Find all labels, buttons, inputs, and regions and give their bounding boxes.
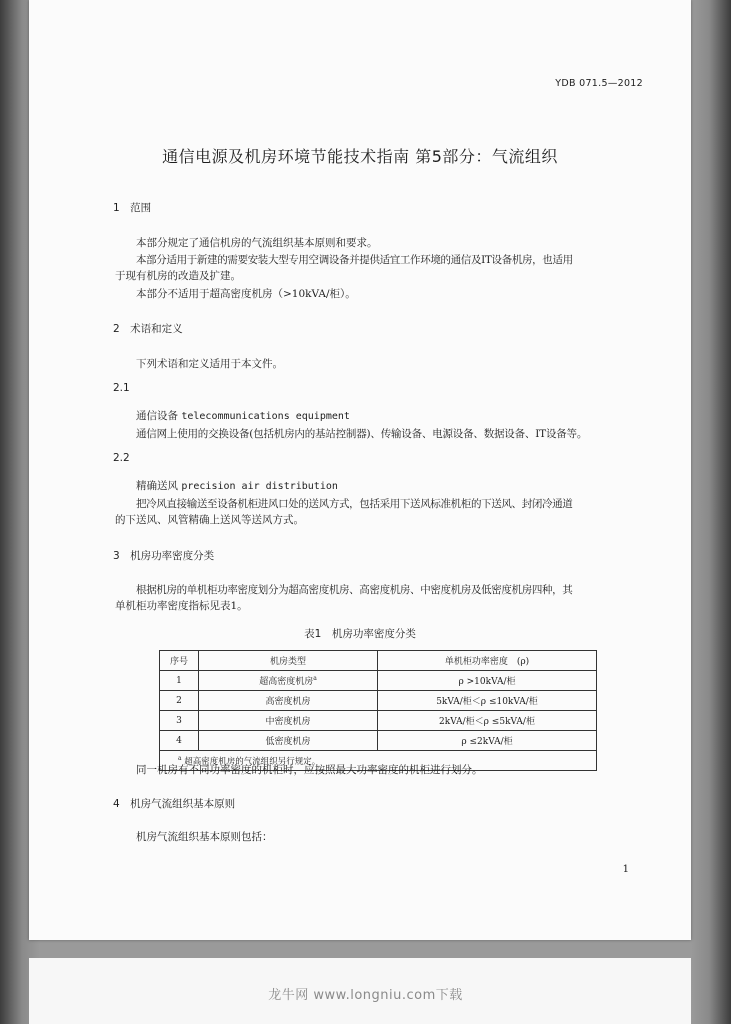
section-3-paragraph-line-1: 根据机房的单机柜功率密度划分为超高密度机房、高密度机房、中密度机房及低密度机房四种，其 [136,584,573,596]
section-1-paragraph-2-line-2: 于现有机房的改造及扩建。 [115,270,241,282]
note-mark: a [178,754,182,762]
density-cell: 5kVA/柜＜ρ ≤10kVA/柜 [378,691,597,711]
density-cell: 2kVA/柜＜ρ ≤5kVA/柜 [378,711,597,731]
section-1-heading: 1 范围 [113,202,152,214]
download-watermark: 龙牛网 www.longniu.com下载 [268,988,463,1003]
room-type-cell: 低密度机房 [199,731,378,751]
page-number: 1 [622,864,629,875]
room-type-cell: 中密度机房 [199,711,378,731]
column-header-number: 序号 [160,651,199,671]
term-2-2-english: precision air distribution [181,481,338,492]
section-2-paragraph-1: 下列术语和定义适用于本文件。 [136,358,283,370]
table-row [160,691,597,711]
row-number: 2 [160,691,199,711]
section-2-heading: 2 术语和定义 [113,323,183,335]
section-1-paragraph-3: 本部分不适用于超高密度机房（>10kVA/柜）。 [136,288,356,300]
table-1 [159,650,597,771]
term-2-1-definition: 通信网上使用的交换设备(包括机房内的基站控制器)、传输设备、电源设备、数据设备、IT设备等。 [136,428,588,440]
term-2-1 [136,408,350,423]
row-number: 1 [160,671,199,691]
clause-2-1-number: 2.1 [113,382,130,394]
column-header-density: 单机柜功率密度 (ρ) [378,651,597,671]
section-3-heading: 3 机房功率密度分类 [113,550,215,562]
standard-number: YDB 071.5—2012 [555,78,643,89]
row-number: 4 [160,731,199,751]
footnote-mark: a [313,675,317,682]
table-row [160,711,597,731]
term-2-2-definition-line-1: 把冷风直接输送至设备机柜进风口处的送风方式，包括采用下送风标准机柜的下送风、封闭冷通道 [136,498,573,510]
table-header-row [160,651,597,671]
room-type: 超高密度机房 [259,677,314,687]
term-2-2 [136,478,338,493]
section-4-heading: 4 机房气流组织基本原则 [113,798,236,810]
term-2-2-definition-line-2: 的下送风、风管精确上送风等送风方式。 [115,514,304,526]
table-row [160,671,597,691]
section-4-paragraph-1: 机房气流组织基本原则包括： [136,831,273,843]
room-type-cell [199,671,378,691]
clause-2-2-number: 2.2 [113,452,130,464]
row-number: 3 [160,711,199,731]
density-cell: ρ >10kVA/柜 [378,671,597,691]
document-title: 通信电源及机房环境节能技术指南 第5部分：气流组织 [162,147,558,166]
column-header-room-type: 机房类型 [199,651,378,671]
table-1-caption: 表1 机房功率密度分类 [304,628,416,640]
section-1-paragraph-1: 本部分规定了通信机房的气流组织基本原则和要求。 [136,237,378,249]
document-page [29,0,691,940]
term-2-2-chinese: 精确送风 [136,480,178,492]
term-2-1-chinese: 通信设备 [136,410,178,422]
section-3-paragraph-line-2: 单机柜功率密度指标见表1。 [115,600,248,612]
table-row [160,731,597,751]
note-text: 超高密度机房的气流组织另行规定。 [184,756,321,767]
section-3-after-table: 同一机房有不同功率密度的机柜时，应按照最大功率密度的机柜进行划分。 [136,764,483,776]
section-1-paragraph-2-line-1: 本部分适用于新建的需要安装大型专用空调设备并提供适宜工作环境的通信及IT设备机房，也适用 [136,254,573,266]
density-cell: ρ ≤2kVA/柜 [378,731,597,751]
room-type-cell: 高密度机房 [199,691,378,711]
term-2-1-english: telecommunications equipment [181,411,350,422]
